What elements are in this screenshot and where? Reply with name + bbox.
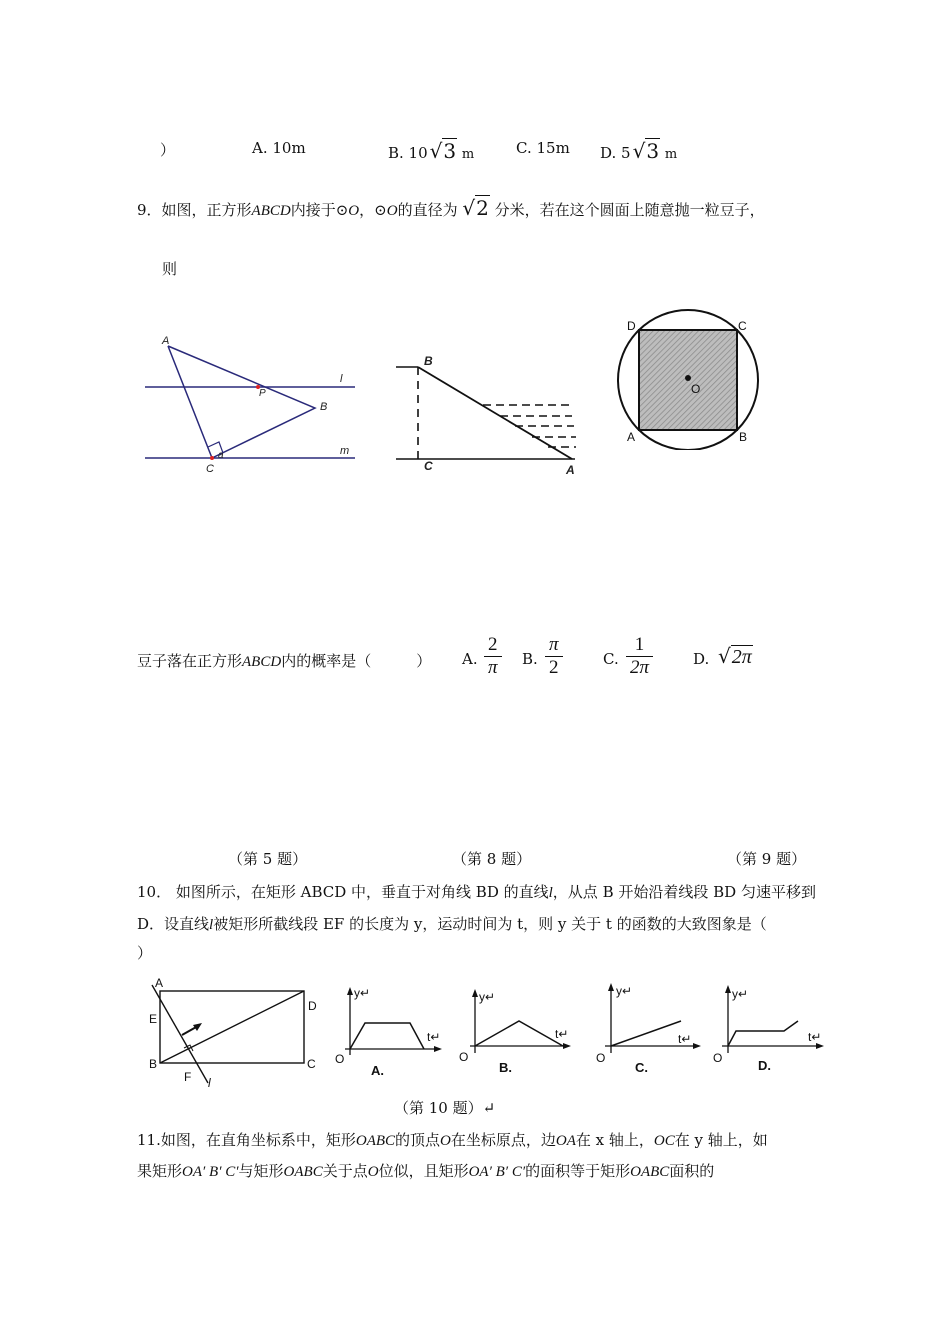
option-b-label: B. [499, 1060, 512, 1075]
t-label: t↵ [808, 1030, 822, 1044]
figure-8 [390, 350, 590, 480]
label-c: C [206, 463, 214, 475]
q10-line-1: 10． 如图所示，在矩形 ABCD 中，垂直于对角线 BD 的直线l，从点 B 开始沿着线段 BD 匀速平移到 [137, 883, 816, 901]
q11-line-2: 果矩形OA′ B′ C′与矩形OABC关于点O位似，且矩形OA′ B′ C′的面积等于矩形OABC面积的 [137, 1162, 715, 1180]
label-c: C [738, 319, 747, 333]
label-b: B [739, 430, 748, 444]
label-b: B [320, 401, 328, 413]
y-label: y↵ [732, 987, 749, 1001]
caption-fig10: （第 10 题）↵ [394, 1099, 496, 1117]
sqrt-symbol: √2π [718, 644, 752, 668]
q10-line-2: D．设直线l被矩形所截线段 EF 的长度为 y，运动时间为 t，则 y 关于 t 的函数的大致图象是（ [137, 915, 767, 933]
q9-continuation: 豆子落在正方形ABCD内的概率是（ ） [137, 652, 432, 670]
sqrt-symbol: √3 [429, 139, 457, 163]
label-l: l [340, 373, 343, 385]
q9-option-d [718, 644, 753, 669]
caption-fig5: （第 5 题） [228, 850, 308, 868]
origin-label: O [335, 1052, 345, 1066]
q8-option-d: D. 5 √3 m [600, 139, 678, 163]
sqrt-symbol: √2 [462, 196, 489, 220]
graph-a [330, 975, 445, 1080]
water-dashes [483, 405, 576, 447]
graph-a-line [350, 1023, 424, 1049]
label-b: B [424, 354, 433, 368]
label-a: A [155, 976, 164, 990]
figure-5 [140, 330, 370, 480]
q8-option-a: A. 10m [252, 139, 306, 157]
y-label: y↵ [354, 986, 371, 1000]
label-b: B [149, 1057, 158, 1071]
q9-stem-cont: 则 [162, 260, 178, 278]
label-l: l [208, 1076, 211, 1090]
y-arrow-icon [472, 989, 478, 997]
t-arrow-icon [434, 1046, 442, 1052]
point-c [210, 456, 214, 460]
q9-option-c: $\frac{1}{2\pi}$ [626, 634, 653, 679]
y-arrow-icon [347, 987, 353, 995]
graph-c-line [611, 1021, 681, 1046]
y-label: y↵ [616, 984, 633, 998]
origin-label: O [713, 1051, 723, 1065]
figure-9 [610, 300, 770, 450]
q9-option-b-label: B. [522, 650, 538, 668]
label-angle-a: a [218, 450, 224, 461]
y-label: y↵ [479, 990, 496, 1004]
label-p: P [259, 388, 266, 399]
label-a: A [162, 335, 170, 347]
graph-d [712, 975, 832, 1080]
q9-option-c-label: C. [603, 650, 619, 668]
label-m: m [340, 445, 350, 457]
center-dot [685, 375, 691, 381]
label-c: C [307, 1057, 316, 1071]
graph-d-line [728, 1021, 798, 1046]
label-d: D [308, 999, 317, 1013]
graph-b [455, 975, 575, 1080]
label-a: A [566, 463, 575, 477]
q9-option-a-label: A. [462, 650, 478, 668]
y-arrow-icon [608, 983, 614, 991]
arrow-head [193, 1023, 202, 1031]
t-arrow-icon [693, 1043, 701, 1049]
label-a: A [627, 430, 636, 444]
origin-label: O [596, 1051, 606, 1065]
y-arrow-icon [725, 985, 731, 993]
label-e: E [149, 1012, 158, 1026]
label-d: D [627, 319, 636, 333]
option-d-label: D. [758, 1058, 771, 1073]
slope-line [418, 367, 572, 459]
figure-10-rectangle [140, 975, 325, 1090]
t-label: t↵ [678, 1032, 692, 1046]
caption-fig9: （第 9 题） [727, 850, 807, 868]
option-c-label: C. [635, 1060, 648, 1075]
diagonal-bd [160, 991, 304, 1063]
graph-b-line [475, 1021, 563, 1046]
t-label: t↵ [427, 1030, 441, 1044]
q9-option-b: $\frac{\pi}{2}$ [545, 634, 563, 679]
q11-line-1: 11.如图，在直角坐标系中，矩形OABC的顶点O在坐标原点，边OA在 x 轴上，OC在 y 轴上，如 [137, 1131, 768, 1149]
t-label: t↵ [555, 1027, 569, 1041]
label-c: C [424, 459, 433, 473]
q10-line-3: ） [137, 944, 153, 962]
sqrt-symbol: √3 [632, 139, 660, 163]
option-a-label: A. [371, 1063, 384, 1078]
caption-fig8: （第 8 题） [452, 850, 532, 868]
q8-tail: ） [160, 141, 176, 159]
label-o: O [691, 382, 701, 396]
triangle-abc [168, 346, 315, 458]
label-f: F [184, 1070, 192, 1084]
q8-option-b: B. 10 √3 m [388, 139, 475, 163]
t-arrow-icon [563, 1043, 571, 1049]
q9-stem: 9．如图，正方形ABCD内接于⊙O，⊙O的直径为 √2 分米，若在这个圆面上随意抛一粒豆子， [137, 196, 765, 220]
q8-option-c: C. 15m [516, 139, 570, 157]
q9-option-a: $\frac{2}{\pi}$ [484, 634, 502, 679]
q9-option-d-label: D. [693, 650, 710, 668]
origin-label: O [459, 1050, 469, 1064]
graph-c [585, 975, 705, 1080]
